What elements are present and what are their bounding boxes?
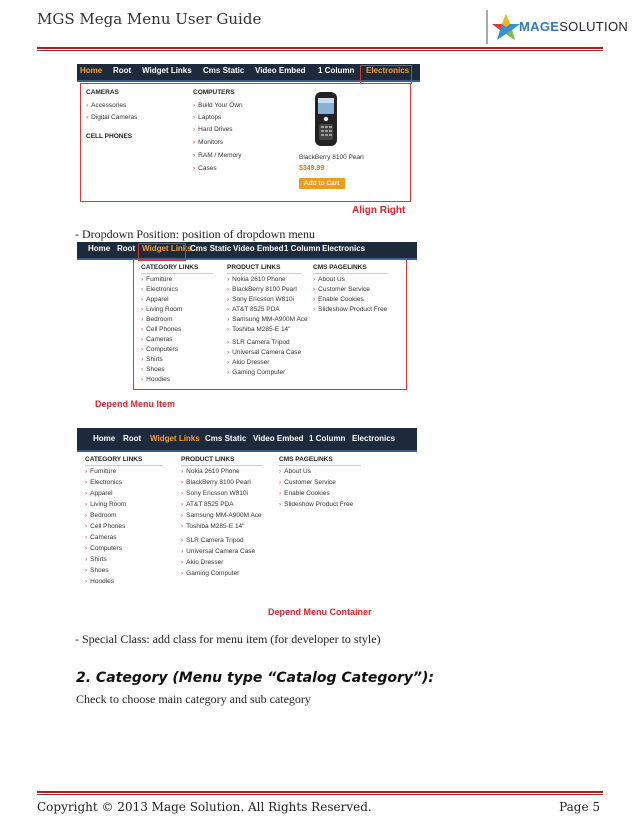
dropdown-item: › Monitors [193,139,224,146]
dropdown-item: › About Us [313,276,345,283]
dropdown-item: › Gaming Computer [181,570,240,577]
dropdown-item: › Cameras [85,534,117,541]
column-divider [227,273,302,274]
dropdown-item-label: About Us [284,468,311,475]
menu-item-electronics: Electronics [352,434,396,443]
dropdown-item-label: Customer Service [284,479,336,486]
column-heading: CELL PHONES [86,133,133,140]
dropdown-item-label: Universal Camera Case [186,548,256,555]
column-heading: COMPUTERS [193,89,235,96]
column-heading: PRODUCT LINKS [227,264,281,271]
dropdown-item: › Bedroom [85,512,117,519]
dropdown-item: › Hoodies [141,376,171,383]
menu-item-home: Home [80,66,103,75]
header-rule [37,47,603,49]
dropdown-item: › Hoodies [85,578,115,585]
screenshot-align-right [77,64,420,220]
menu-item-cms-static: Cms Static [205,434,247,443]
dropdown-item: › Cameras [141,336,173,343]
dropdown-item-label: Furniture [146,276,173,283]
dropdown-item-label: Living Room [90,501,127,508]
menu-item-1-column: 1 Column [284,244,321,253]
menu-item-video-embed: Video Embed [233,244,284,253]
dropdown-item: › Cases [193,165,217,172]
dropdown-item-label: Furniture [90,468,117,475]
dropdown-item-label: Gaming Computer [186,570,240,577]
dropdown-item: › Shirts [85,556,107,563]
add-to-cart-label: Add to Cart [304,180,340,187]
dropdown-item-label: SLR Camera Tripod [232,339,290,346]
dropdown-item-label: Laptops [198,114,222,121]
header-rule-thin [37,50,603,51]
document-header-title: MGS Mega Menu User Guide [37,10,262,28]
menu-item-1-column: 1 Column [309,434,346,443]
column-divider [313,273,388,274]
dropdown-item-label: Akio Dresser [186,559,224,566]
dropdown-item: › Sony Ericsson W810i [227,296,294,303]
dropdown-item-label: Accessories [91,102,127,109]
dropdown-item: › Apparel [141,296,169,303]
logo-wordmark-suffix: SOLUTION [559,19,629,34]
dropdown-item-label: Shirts [146,356,163,363]
dropdown-item-label: Customer Service [318,286,370,293]
dropdown-item-label: Nokia 2610 Phone [186,468,240,475]
menu-item-video-embed: Video Embed [253,434,304,443]
highlight-box-menu-item [360,65,412,84]
dropdown-item: › SLR Camera Tripod [227,339,290,346]
dropdown-item: › Laptops [193,114,222,121]
dropdown-item: › RAM / Memory [193,152,242,159]
dropdown-item-label: Cameras [90,534,117,541]
screenshot-caption: Depend Menu Item [95,399,176,409]
screenshot-depend-menu-container [77,428,417,624]
dropdown-item: › Universal Camera Case [227,349,302,356]
dropdown-item-label: Universal Camera Case [232,349,302,356]
dropdown-item: › Digital Cameras [86,114,138,121]
dropdown-item: › Hard Drives [193,126,233,133]
menu-item-electronics: Electronics [366,66,410,75]
dropdown-item-label: Samsung MM-A900M Ace [232,316,308,323]
menu-item-widget-links: Widget Links [142,66,192,75]
dropdown-item-label: Bedroom [90,512,117,519]
dropdown-item-label: Shoes [146,366,165,373]
column-heading: CATEGORY LINKS [85,456,143,463]
dropdown-item-label: Nokia 2610 Phone [232,276,286,283]
menu-item-root: Root [117,244,136,253]
dropdown-item-label: Bedroom [146,316,173,323]
column-heading: CMS PAGELINKS [279,456,333,463]
dropdown-item-label: BlackBerry 8100 Pearl [232,286,297,293]
dropdown-item: › Akio Dresser [227,359,270,366]
dropdown-item: › Shoes [85,567,109,574]
dropdown-item-label: Toshiba M285-E 14" [186,523,245,530]
column-divider [141,273,213,274]
dropdown-item: › Bedroom [141,316,173,323]
dropdown-item: › Akio Dresser [181,559,224,566]
dropdown-item: › Living Room [85,501,127,508]
dropdown-item-label: RAM / Memory [198,152,242,159]
dropdown-item: › BlackBerry 8100 Pearl [181,479,251,486]
menu-item-widget-links: Widget Links [142,244,192,253]
dropdown-item: › Samsung MM-A900M Ace [227,316,308,323]
footer-rule [37,791,603,793]
dropdown-item: › Toshiba M285-E 14" [181,523,245,530]
dropdown-item: › Samsung MM-A900M Ace [181,512,262,519]
dropdown-item: › Enable Cookies [313,296,364,303]
section-body-text: Check to choose main category and sub category [76,692,311,706]
dropdown-item: › Enable Cookies [279,490,330,497]
dropdown-item: › Accessories [86,102,127,109]
footer-page-number: Page 5 [559,800,600,814]
add-to-cart-button [299,178,345,189]
column-heading: CATEGORY LINKS [141,264,199,271]
dropdown-item: › Shoes [141,366,165,373]
menu-item-cms-static: Cms Static [203,66,245,75]
menu-item-video-embed: Video Embed [255,66,306,75]
dropdown-item: › Shirts [141,356,163,363]
dropdown-item-label: Electronics [90,479,122,486]
dropdown-item: › Cell Phones [141,326,182,333]
dropdown-item: › BlackBerry 8100 Pearl [227,286,297,293]
column-heading: CMS PAGELINKS [313,264,367,271]
dropdown-item-label: Shoes [90,567,109,574]
dropdown-item-label: Sony Ericsson W810i [232,296,294,303]
dropdown-item-label: Digital Cameras [91,114,138,121]
dropdown-item-label: Computers [90,545,122,552]
column-divider [85,465,163,466]
dropdown-item-label: Cases [198,165,217,172]
logo-wordmark-prefix: MAGE [519,19,560,34]
dropdown-item-label: Monitors [198,139,224,146]
menu-item-home: Home [93,434,116,443]
dropdown-item: › Sony Ericsson W810i [181,490,248,497]
dropdown-item-label: AT&T 8525 PDA [232,306,280,313]
dropdown-item: › Gaming Computer [227,369,286,376]
dropdown-item-label: Enable Cookies [318,296,364,303]
dropdown-item: › Electronics [141,286,178,293]
footer-copyright: Copyright © 2013 Mage Solution. All Rights Reserved. [37,800,372,814]
bullet-special-class: - Special Class: add class for menu item (for developer to style) [75,632,381,646]
menu-item-home: Home [88,244,111,253]
dropdown-item-label: AT&T 8525 PDA [186,501,234,508]
dropdown-item: › Computers [85,545,122,552]
column-divider [181,465,263,466]
section-heading: 2. Category (Menu type “Catalog Category”): [76,670,435,686]
dropdown-item-label: Electronics [146,286,178,293]
column-divider [279,465,361,466]
blackberry-phone-image [313,91,339,147]
dropdown-item: › About Us [279,468,311,475]
product-name: BlackBerry 8100 Pearl [299,154,364,161]
dropdown-item-label: SLR Camera Tripod [186,537,244,544]
menu-item-root: Root [113,66,132,75]
screenshot-depend-menu-item [77,242,417,412]
dropdown-item: › Build Your Own [193,102,243,109]
dropdown-item-label: Akio Dresser [232,359,270,366]
menu-item-cms-static: Cms Static [190,244,232,253]
dropdown-item-label: Apparel [90,490,113,497]
dropdown-item: › Apparel [85,490,113,497]
dropdown-item-label: Toshiba M285-E 14" [232,326,291,333]
column-heading: PRODUCT LINKS [181,456,235,463]
dropdown-item-label: Hard Drives [198,126,233,133]
dropdown-item: › Slideshow Product Free [313,306,388,313]
dropdown-item: › Furniture [141,276,173,283]
dropdown-item-label: Cell Phones [146,326,182,333]
dropdown-item: › Customer Service [279,479,336,486]
dropdown-item: › AT&T 8525 PDA [181,501,234,508]
dropdown-item-label: Slideshow Product Free [318,306,388,313]
logo-wordmark [519,19,628,34]
dropdown-item-label: BlackBerry 8100 Pearl [186,479,251,486]
dropdown-item-label: Living Room [146,306,183,313]
dropdown-item-label: Computers [146,346,178,353]
dropdown-item: › Toshiba M285-E 14" [227,326,291,333]
column-heading: CAMERAS [86,89,119,96]
dropdown-item: › AT&T 8525 PDA [227,306,280,313]
screenshot-caption: Depend Menu Container [268,607,372,617]
dropdown-item: › Cell Phones [85,523,126,530]
dropdown-item-label: Enable Cookies [284,490,330,497]
dropdown-item: › Electronics [85,479,122,486]
dropdown-item-label: Build Your Own [198,102,243,109]
dropdown-item-label: Slideshow Product Free [284,501,354,508]
dropdown-item: › Customer Service [313,286,370,293]
dropdown-item: › Nokia 2610 Phone [181,468,240,475]
dropdown-item: › Nokia 2610 Phone [227,276,286,283]
dropdown-item-label: Cameras [146,336,173,343]
demo-menubar [77,428,417,452]
dropdown-item-label: Hoodies [146,376,171,383]
dropdown-item-label: Cell Phones [90,523,126,530]
menu-item-electronics: Electronics [322,244,366,253]
bullet-dropdown-position: - Dropdown Position: position of dropdown menu [75,227,315,241]
menu-item-root: Root [123,434,142,443]
dropdown-item-label: About Us [318,276,345,283]
dropdown-item-label: Apparel [146,296,169,303]
dropdown-item-label: Sony Ericsson W810i [186,490,248,497]
product-price: $349.99 [299,165,325,172]
screenshot-caption: Align Right [352,205,406,216]
dropdown-item-label: Samsung MM-A900M Ace [186,512,262,519]
dropdown-item: › SLR Camera Tripod [181,537,244,544]
demo-menubar [77,242,417,260]
dropdown-item: › Furniture [85,468,117,475]
dropdown-item: › Slideshow Product Free [279,501,354,508]
highlight-box-dropdown [80,83,411,202]
dropdown-item-label: Hoodies [90,578,115,585]
dropdown-item-label: Gaming Computer [232,369,286,376]
dropdown-item: › Universal Camera Case [181,548,256,555]
dropdown-item: › Living Room [141,306,183,313]
menu-item-widget-links: Widget Links [150,434,200,443]
dropdown-item: › Computers [141,346,178,353]
menu-item-1-column: 1 Column [318,66,355,75]
footer-rule-thin [37,794,603,795]
dropdown-item-label: Shirts [90,556,107,563]
